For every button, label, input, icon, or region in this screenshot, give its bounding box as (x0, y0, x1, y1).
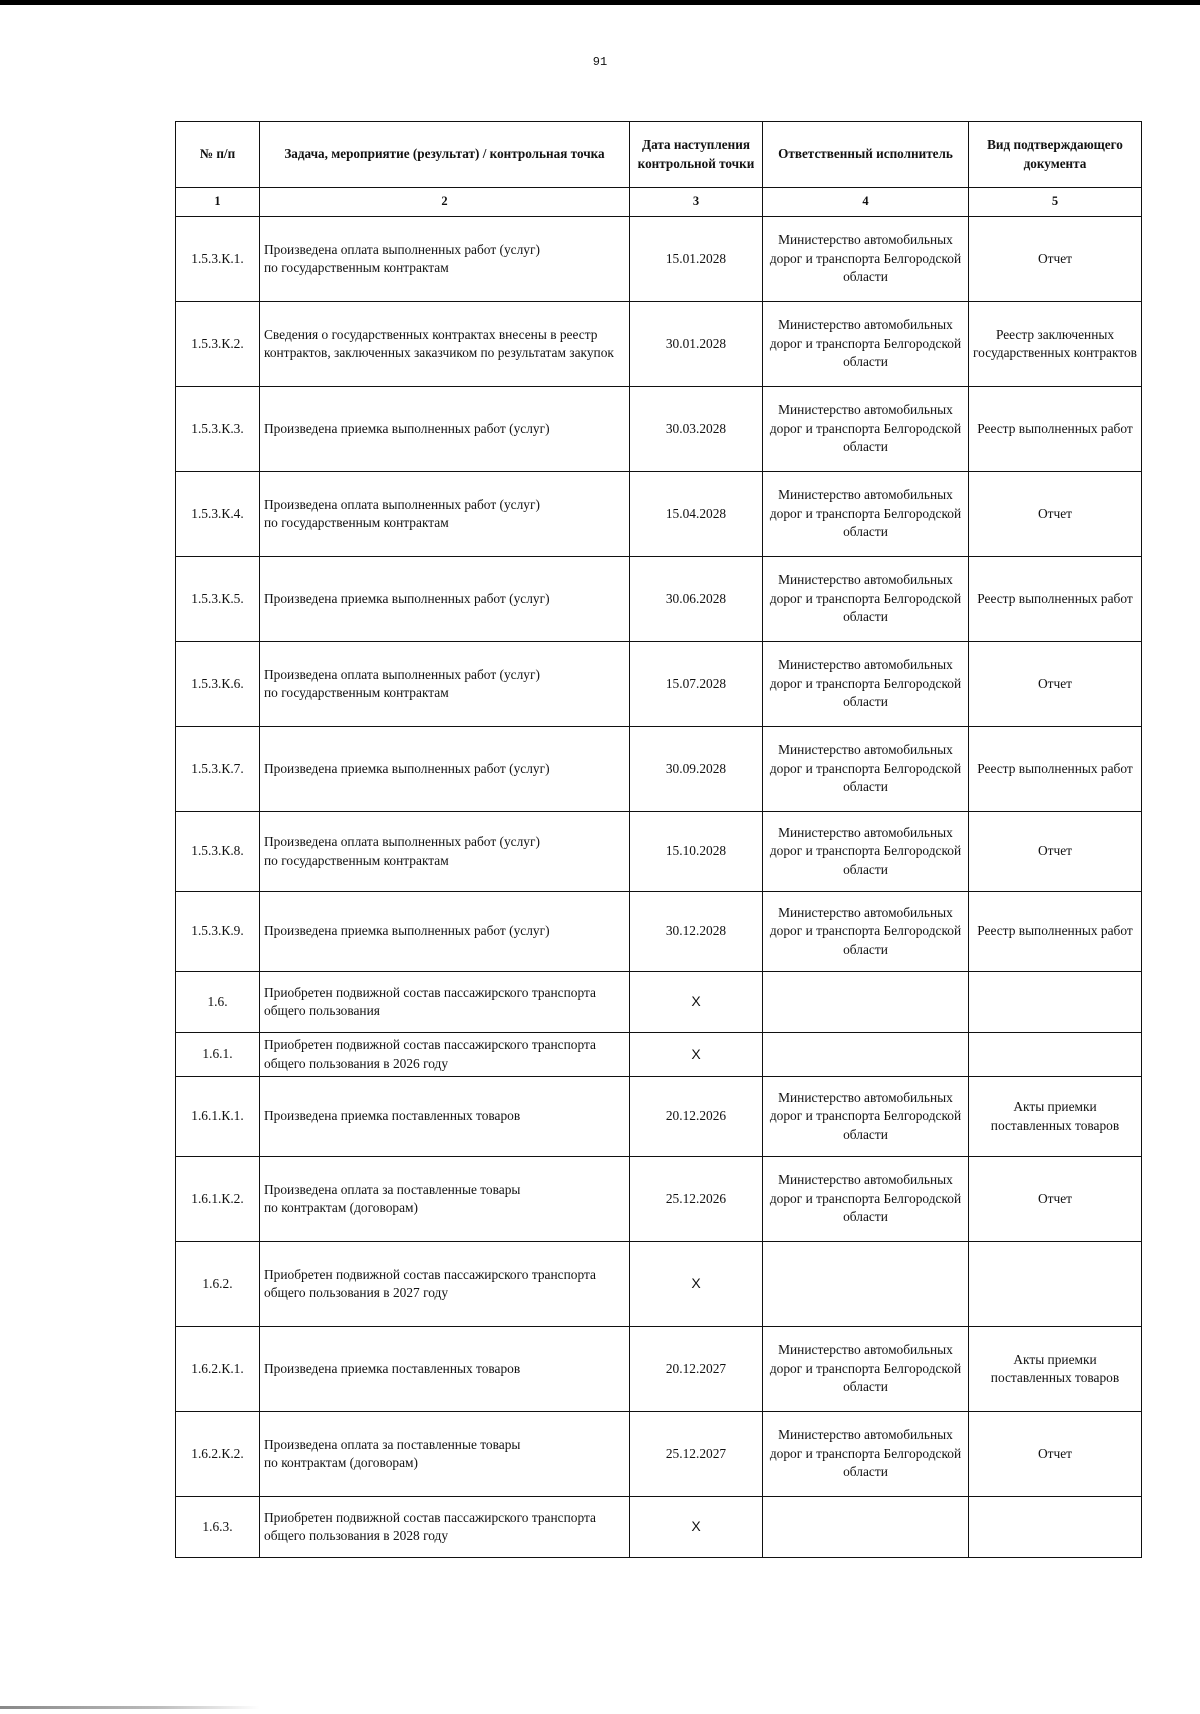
row-document: Акты приемки поставленных товаров (969, 1077, 1142, 1157)
table-row (176, 217, 1142, 302)
row-executor: Министерство автомобильных дорог и транспорта Белгородской области (763, 1077, 969, 1157)
table-row (176, 1412, 1142, 1497)
row-document (969, 1033, 1142, 1077)
row-number: 1.5.3.К.5. (176, 557, 260, 642)
row-executor: Министерство автомобильных дорог и транспорта Белгородской области (763, 1157, 969, 1242)
row-number: 1.6.2. (176, 1242, 260, 1327)
table-row (176, 972, 1142, 1033)
row-task: Произведена приемка выполненных работ (услуг) (260, 557, 630, 642)
row-document: Отчет (969, 812, 1142, 892)
row-date: 30.09.2028 (630, 727, 763, 812)
table-row (176, 812, 1142, 892)
row-task: Произведена приемка поставленных товаров (260, 1077, 630, 1157)
column-number: 2 (260, 188, 630, 217)
row-document: Реестр выполненных работ (969, 557, 1142, 642)
row-number: 1.6.1.К.2. (176, 1157, 260, 1242)
row-executor (763, 1033, 969, 1077)
header-date: Дата наступления контрольной точки (630, 122, 763, 188)
row-date: 25.12.2026 (630, 1157, 763, 1242)
row-document: Отчет (969, 642, 1142, 727)
table-row (176, 642, 1142, 727)
row-task: Приобретен подвижной состав пассажирского транспорта общего пользования в 2028 году (260, 1497, 630, 1558)
row-date: 15.04.2028 (630, 472, 763, 557)
row-number: 1.6.2.К.2. (176, 1412, 260, 1497)
row-executor: Министерство автомобильных дорог и транспорта Белгородской области (763, 302, 969, 387)
column-number: 3 (630, 188, 763, 217)
header-document: Вид подтверждающего документа (969, 122, 1142, 188)
row-task: Произведена оплата выполненных работ (услуг) по государственным контрактам (260, 472, 630, 557)
row-date: 20.12.2027 (630, 1327, 763, 1412)
row-document (969, 1242, 1142, 1327)
row-number: 1.5.3.К.3. (176, 387, 260, 472)
row-task: Произведена оплата за поставленные товары по контрактам (договорам) (260, 1412, 630, 1497)
table-row (176, 1157, 1142, 1242)
row-document: Отчет (969, 217, 1142, 302)
row-date: X (630, 972, 763, 1033)
row-date: X (630, 1033, 763, 1077)
row-document: Реестр выполненных работ (969, 387, 1142, 472)
row-document: Акты приемки поставленных товаров (969, 1327, 1142, 1412)
scan-edge-bottom (0, 1706, 260, 1709)
row-number: 1.5.3.К.6. (176, 642, 260, 727)
table-row (176, 387, 1142, 472)
row-executor: Министерство автомобильных дорог и транспорта Белгородской области (763, 1412, 969, 1497)
row-date: 30.03.2028 (630, 387, 763, 472)
row-executor (763, 1242, 969, 1327)
row-task: Приобретен подвижной состав пассажирского транспорта общего пользования (260, 972, 630, 1033)
column-number: 4 (763, 188, 969, 217)
row-number: 1.5.3.К.4. (176, 472, 260, 557)
row-executor: Министерство автомобильных дорог и транспорта Белгородской области (763, 642, 969, 727)
table-row (176, 1077, 1142, 1157)
row-number: 1.5.3.К.7. (176, 727, 260, 812)
column-number: 5 (969, 188, 1142, 217)
row-date: 15.01.2028 (630, 217, 763, 302)
row-executor: Министерство автомобильных дорог и транспорта Белгородской области (763, 472, 969, 557)
row-executor: Министерство автомобильных дорог и транспорта Белгородской области (763, 892, 969, 972)
row-date: 30.01.2028 (630, 302, 763, 387)
row-document: Реестр выполненных работ (969, 892, 1142, 972)
row-number: 1.5.3.К.8. (176, 812, 260, 892)
row-task: Произведена оплата за поставленные товары по контрактам (договорам) (260, 1157, 630, 1242)
row-executor: Министерство автомобильных дорог и транспорта Белгородской области (763, 557, 969, 642)
row-date: 30.06.2028 (630, 557, 763, 642)
header-task: Задача, мероприятие (результат) / контрольная точка (260, 122, 630, 188)
table-row (176, 892, 1142, 972)
row-task: Произведена приемка выполненных работ (услуг) (260, 387, 630, 472)
header-executor: Ответственный исполнитель (763, 122, 969, 188)
row-task: Приобретен подвижной состав пассажирского транспорта общего пользования в 2027 году (260, 1242, 630, 1327)
control-points-table (175, 121, 1142, 1558)
row-executor (763, 972, 969, 1033)
row-task: Произведена оплата выполненных работ (услуг) по государственным контрактам (260, 642, 630, 727)
row-date: 15.10.2028 (630, 812, 763, 892)
table-row (176, 1033, 1142, 1077)
row-document: Отчет (969, 1412, 1142, 1497)
row-number: 1.6.1. (176, 1033, 260, 1077)
row-document (969, 1497, 1142, 1558)
row-number: 1.5.3.К.9. (176, 892, 260, 972)
table-row (176, 557, 1142, 642)
row-task: Произведена приемка выполненных работ (услуг) (260, 727, 630, 812)
row-executor: Министерство автомобильных дорог и транспорта Белгородской области (763, 812, 969, 892)
row-task: Произведена оплата выполненных работ (услуг) по государственным контрактам (260, 217, 630, 302)
header-number: № п/п (176, 122, 260, 188)
table-body (176, 217, 1142, 1558)
row-date: X (630, 1497, 763, 1558)
table-row (176, 1327, 1142, 1412)
row-document: Реестр выполненных работ (969, 727, 1142, 812)
row-task: Произведена приемка выполненных работ (услуг) (260, 892, 630, 972)
row-executor: Министерство автомобильных дорог и транспорта Белгородской области (763, 217, 969, 302)
scan-edge-top (0, 0, 1200, 5)
row-document: Отчет (969, 472, 1142, 557)
table-row (176, 1242, 1142, 1327)
row-task: Сведения о государственных контрактах внесены в реестр контрактов, заключенных заказчиком по результатам закупок (260, 302, 630, 387)
row-executor: Министерство автомобильных дорог и транспорта Белгородской области (763, 387, 969, 472)
row-task: Приобретен подвижной состав пассажирского транспорта общего пользования в 2026 году (260, 1033, 630, 1077)
row-document: Реестр заключенных государственных контрактов (969, 302, 1142, 387)
row-document: Отчет (969, 1157, 1142, 1242)
table-row (176, 302, 1142, 387)
row-task: Произведена оплата выполненных работ (услуг) по государственным контрактам (260, 812, 630, 892)
row-number: 1.5.3.К.1. (176, 217, 260, 302)
row-document (969, 972, 1142, 1033)
row-executor: Министерство автомобильных дорог и транспорта Белгородской области (763, 1327, 969, 1412)
row-executor: Министерство автомобильных дорог и транспорта Белгородской области (763, 727, 969, 812)
row-number: 1.6. (176, 972, 260, 1033)
row-number: 1.6.3. (176, 1497, 260, 1558)
table-header-row (176, 122, 1142, 188)
row-number: 1.5.3.К.2. (176, 302, 260, 387)
row-number: 1.6.1.К.1. (176, 1077, 260, 1157)
table-row (176, 727, 1142, 812)
row-number: 1.6.2.К.1. (176, 1327, 260, 1412)
table-row (176, 472, 1142, 557)
column-number: 1 (176, 188, 260, 217)
row-date: 30.12.2028 (630, 892, 763, 972)
row-date: 15.07.2028 (630, 642, 763, 727)
table-row (176, 1497, 1142, 1558)
page-number: 91 (592, 55, 608, 69)
row-task: Произведена приемка поставленных товаров (260, 1327, 630, 1412)
column-number-row (176, 188, 1142, 217)
row-date: 20.12.2026 (630, 1077, 763, 1157)
row-date: 25.12.2027 (630, 1412, 763, 1497)
row-executor (763, 1497, 969, 1558)
row-date: X (630, 1242, 763, 1327)
